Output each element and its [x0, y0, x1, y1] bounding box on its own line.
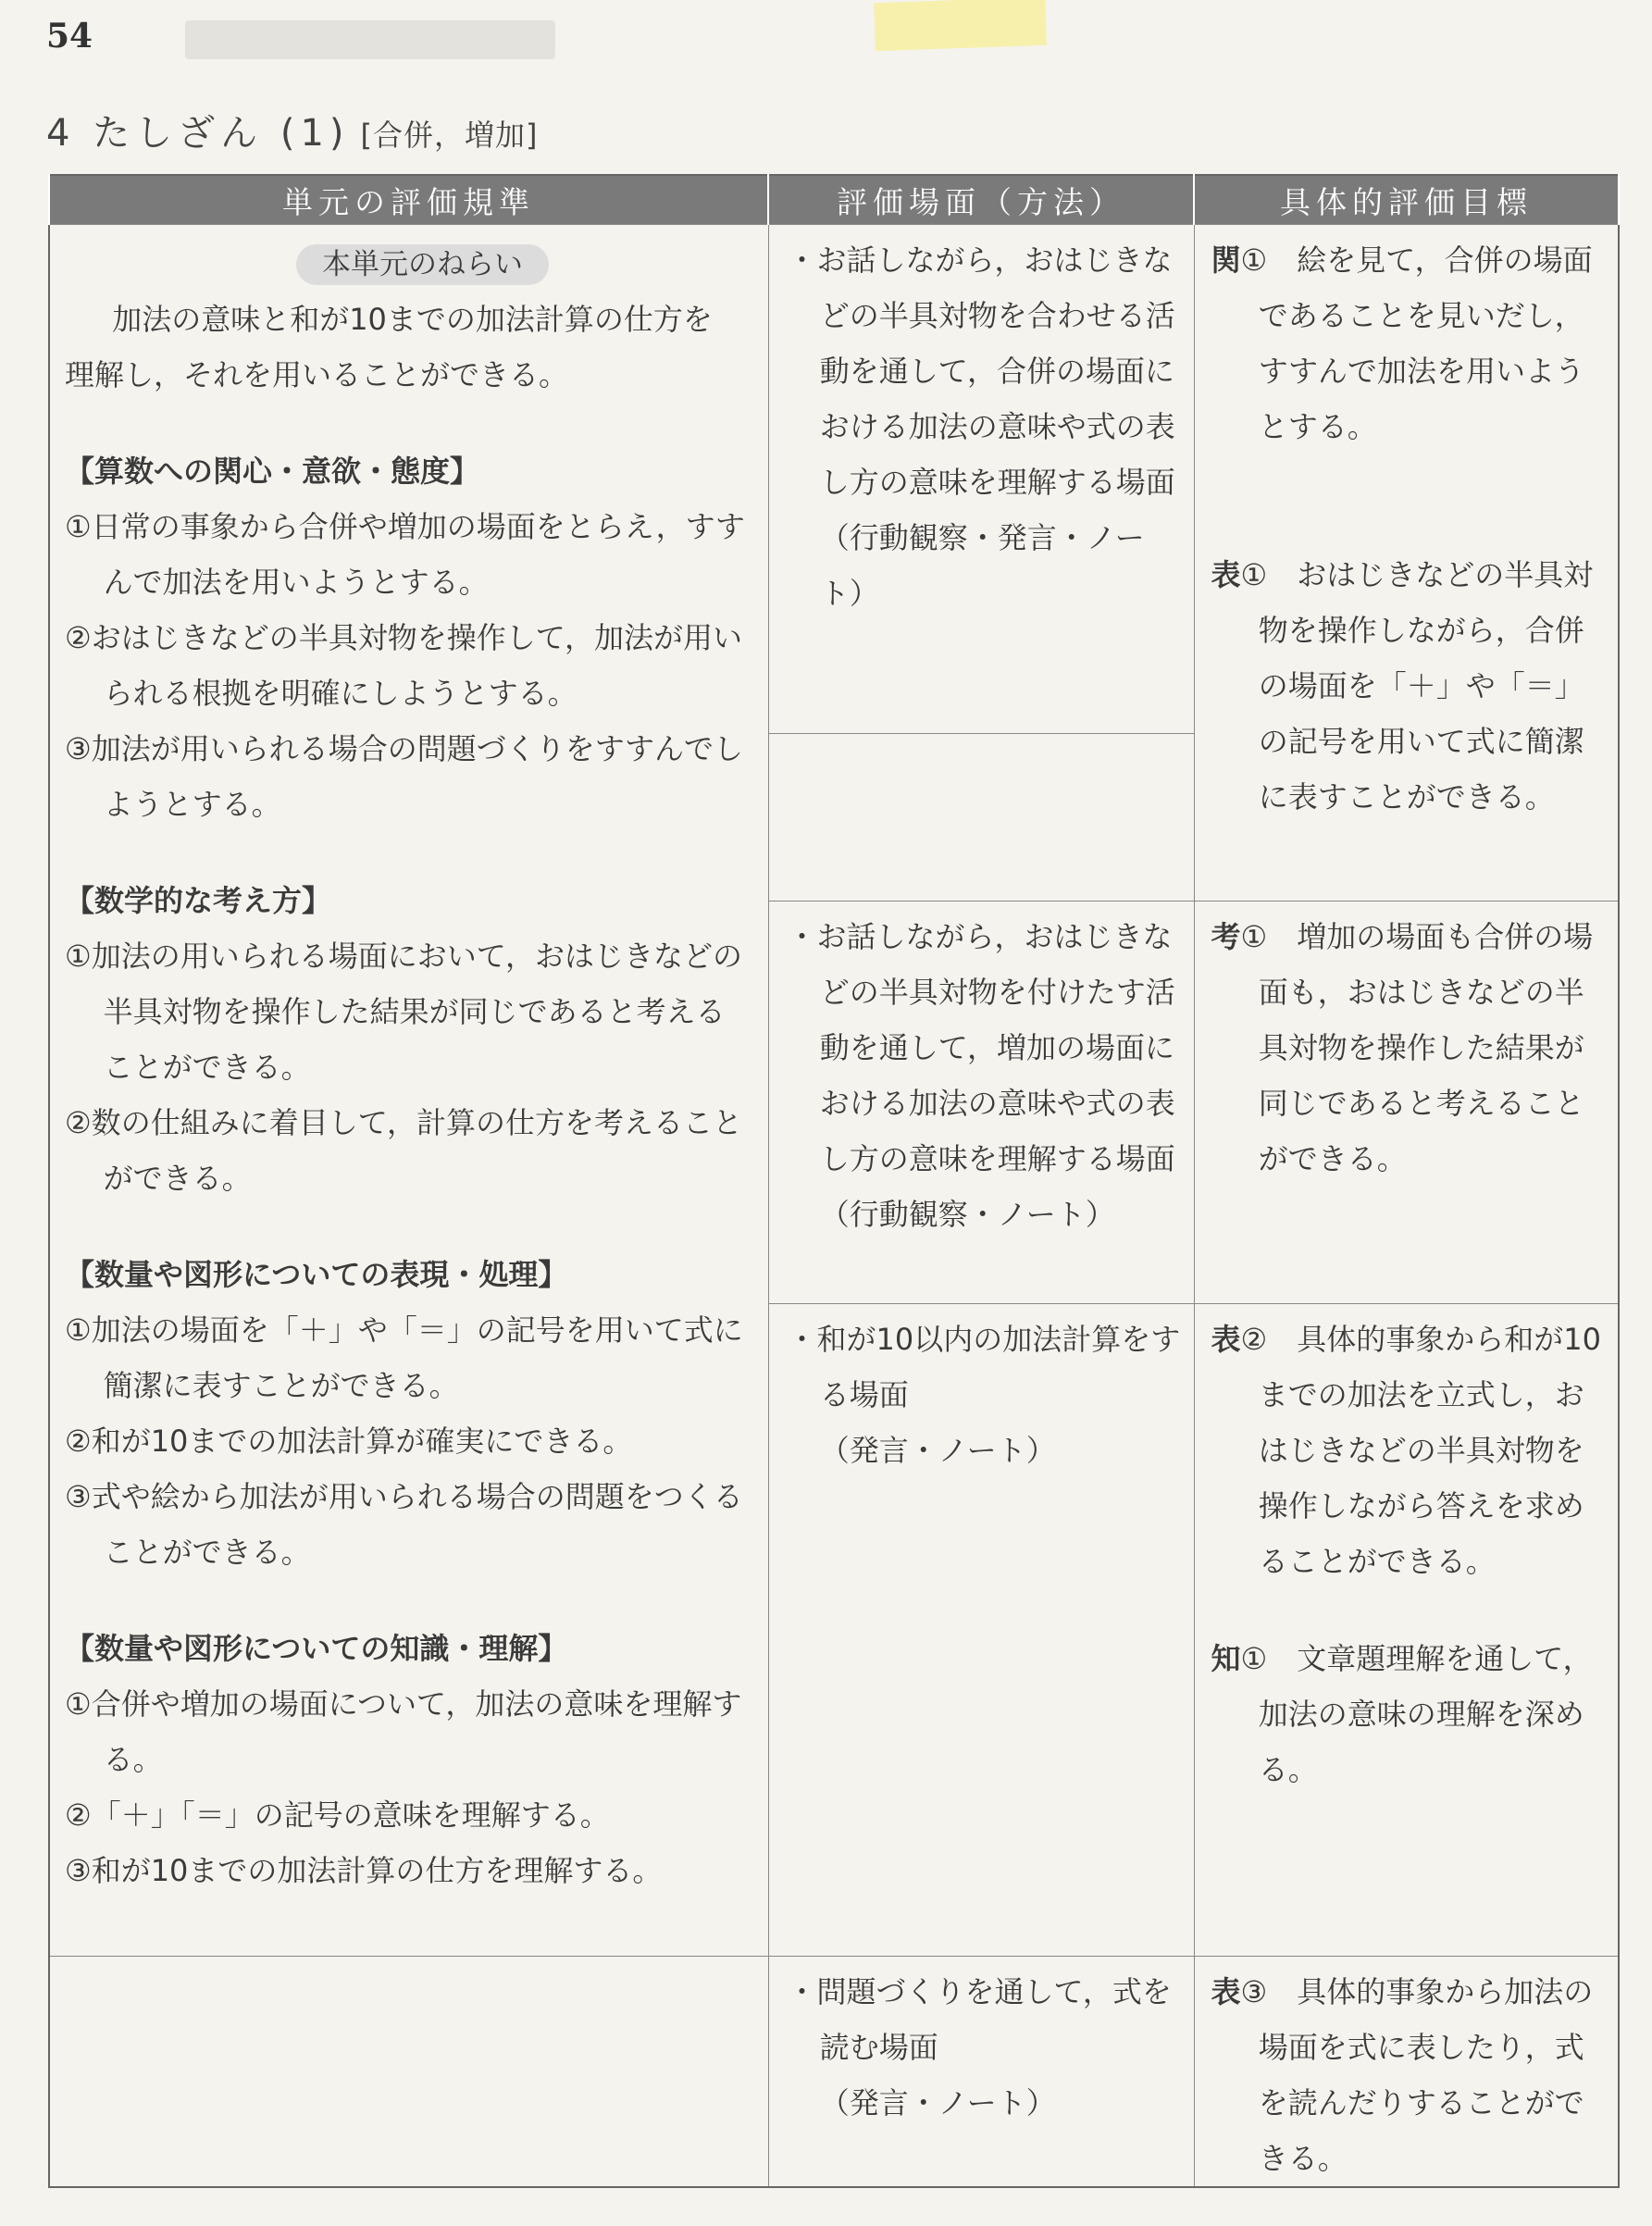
- header-scene: 評価場面（方法）: [768, 175, 1194, 225]
- target-item: [1211, 1312, 1608, 1589]
- scene-text: ・お話しながら，おはじきなどの半具対物を付けたす活動を通して，増加の場面における加法の意味や式の表し方の意味を理解する場面: [787, 919, 1175, 1176]
- criteria-item: ②「＋」「＝」の記号の意味を理解する。: [65, 1797, 610, 1833]
- criteria-item: ③式や絵から加法が用いられる場合の問題をつくることができる。: [65, 1479, 743, 1570]
- unit-title-sub: [合併，増加]: [360, 118, 539, 153]
- header-criteria: 単元の評価規準: [49, 175, 768, 225]
- criteria-item: ①加法の用いられる場面において，おはじきなどの半具対物を操作した結果が同じであると考えることができる。: [65, 939, 743, 1085]
- section-heading-expression: 【数量や図形についての表現・処理】: [65, 1257, 568, 1292]
- criteria-item: ③加法が用いられる場合の問題づくりをすすんでしようとする。: [65, 731, 744, 822]
- target-item: [1211, 1964, 1608, 2186]
- unit-title-main: 4 たしざん (1): [46, 112, 350, 155]
- page-number: 54: [46, 17, 93, 56]
- criteria-item: ①日常の事象から合併や増加の場面をとらえ，すすんで加法を用いようとする。: [65, 509, 745, 600]
- target-text: ② 具体的事象から和が10までの加法を立式し，おはじきなどの半具対物を操作しながら答えを求めることができる。: [1240, 1322, 1601, 1579]
- evaluation-table: [48, 174, 1620, 2188]
- target-category: 考: [1211, 919, 1241, 954]
- scene-cell-4: [768, 1957, 1194, 2188]
- target-text: ① 絵を見て，合併の場面であることを見いだし，すすんで加法を用いようとする。: [1240, 242, 1593, 444]
- target-cell-1: [1194, 225, 1619, 902]
- running-header-band: [185, 20, 555, 59]
- unit-title: [46, 104, 539, 156]
- scene-text: ・和が10以内の加法計算をする場面: [787, 1322, 1181, 1412]
- criteria-item: ①加法の場面を「＋」や「＝」の記号を用いて式に簡潔に表すことができる。: [65, 1312, 743, 1403]
- target-cell-4: [1194, 1957, 1619, 2188]
- target-text: ③ 具体的事象から加法の場面を式に表したり，式を読んだりすることができる。: [1240, 1974, 1594, 2176]
- target-item: [1211, 547, 1608, 825]
- section-heading-thinking: 【数学的な考え方】: [65, 883, 332, 918]
- scene-text: ・お話しながら，おはじきなどの半具対物を合わせる活動を通して，合併の場面における加法の意味や式の表し方の意味を理解する場面: [787, 242, 1175, 500]
- goal-badge: 本単元のねらい: [296, 244, 549, 285]
- criteria-item: ①合併や増加の場面について，加法の意味を理解する。: [65, 1686, 742, 1777]
- target-category: 表: [1211, 557, 1241, 592]
- target-category: 表: [1211, 1974, 1241, 2009]
- goal-text-line2: 理解し，それを用いることができる。: [65, 357, 569, 392]
- table-header-row: [49, 175, 1619, 225]
- target-text: ① 増加の場面も合併の場面も，おはじきなどの半具対物を操作した結果が同じであると考えることができる。: [1240, 919, 1594, 1176]
- scene-method: （発言・ノート）: [819, 2085, 1056, 2120]
- table-row: [49, 225, 1619, 734]
- target-item: [1211, 909, 1608, 1187]
- scene-cell-1: [768, 225, 1194, 734]
- scene-method: （行動観察・発言・ノート）: [819, 520, 1145, 611]
- criteria-item: ②おはじきなどの半具対物を操作して，加法が用いられる根拠を明確にしようとする。: [65, 620, 743, 711]
- criteria-cell: [49, 225, 768, 1957]
- scene-method: （発言・ノート）: [819, 1433, 1056, 1468]
- target-category: 表: [1211, 1322, 1241, 1357]
- target-text: ① 文章題理解を通して，加法の意味の理解を深める。: [1240, 1641, 1593, 1787]
- criteria-item: ②和が10までの加法計算が確実にできる。: [65, 1424, 633, 1459]
- criteria-cell-bottom: [49, 1957, 768, 2188]
- section-heading-knowledge: 【数量や図形についての知識・理解】: [65, 1631, 568, 1666]
- goal-text-line1: 加法の意味と和が10までの加法計算の仕方を: [112, 302, 713, 337]
- sticky-note: [874, 0, 1047, 51]
- target-item: [1211, 1631, 1608, 1797]
- table-row: [49, 1957, 1619, 2188]
- scene-cell-2: [768, 902, 1194, 1304]
- target-category: 知: [1211, 1641, 1241, 1676]
- criteria-item: ③和が10までの加法計算の仕方を理解する。: [65, 1853, 663, 1888]
- criteria-item: ②数の仕組みに着目して，計算の仕方を考えることができる。: [65, 1105, 743, 1196]
- scene-cell-spacer: [768, 734, 1194, 902]
- target-category: 関: [1211, 242, 1241, 278]
- target-cell-3: [1194, 1304, 1619, 1957]
- target-text: ① おはじきなどの半具対物を操作しながら，合併の場面を「＋」や「＝」の記号を用いて式に簡潔に表すことができる。: [1240, 557, 1594, 815]
- scene-cell-3: [768, 1304, 1194, 1957]
- scene-text: ・問題づくりを通して，式を読む場面: [787, 1974, 1172, 2065]
- target-item: [1211, 232, 1608, 454]
- header-target: 具体的評価目標: [1194, 175, 1619, 225]
- scene-method: （行動観察・ノート）: [819, 1197, 1115, 1232]
- target-cell-2: [1194, 902, 1619, 1304]
- section-heading-interest: 【算数への関心・意欲・態度】: [65, 454, 480, 489]
